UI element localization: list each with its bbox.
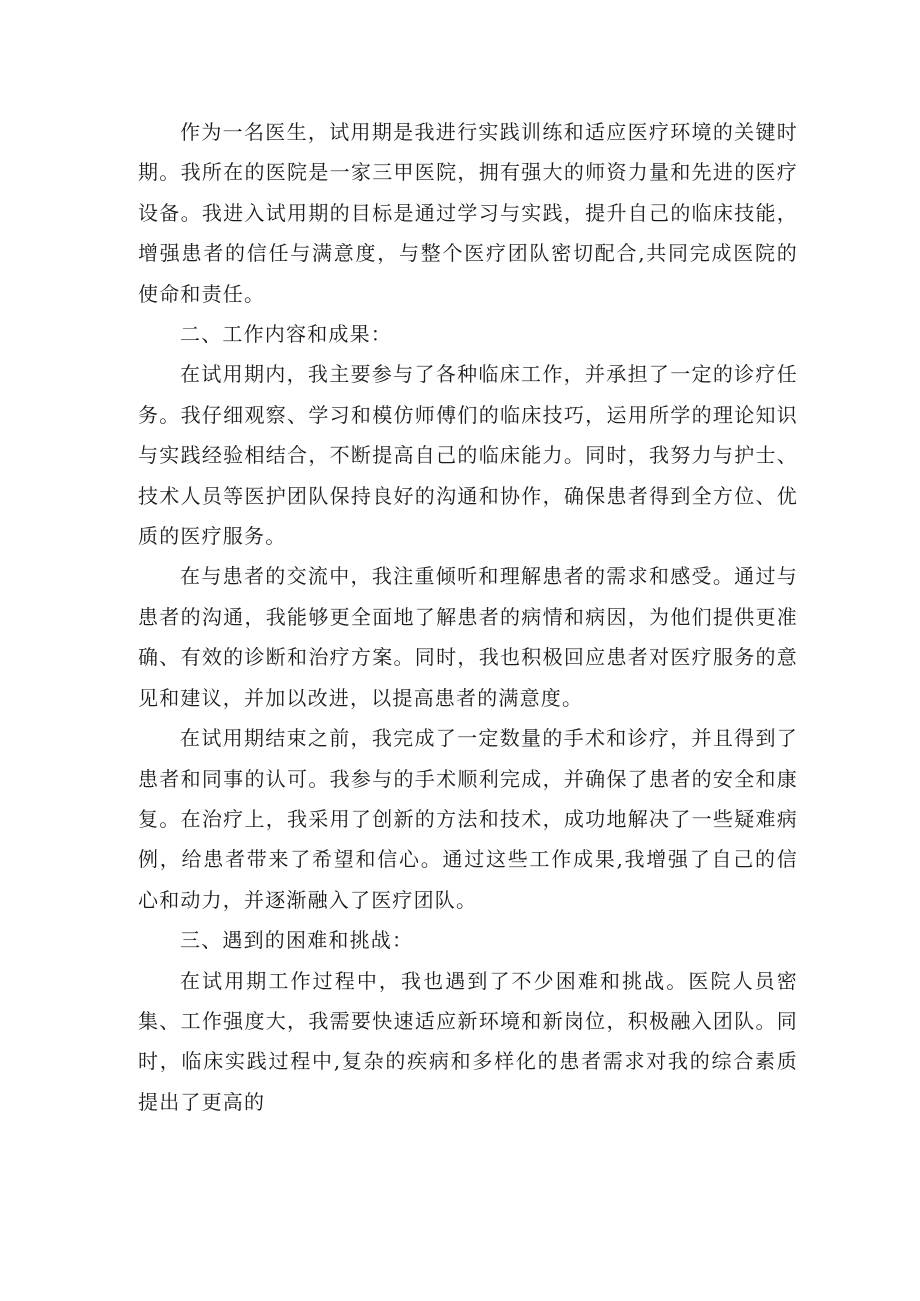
section-heading-work-content: 二、工作内容和成果：: [180, 322, 392, 347]
paragraph-difficulties: 在试用期工作过程中，我也遇到了不少困难和挑战。医院人员密集、工作强度大，我需要快速适应新环境和新岗位，积极融入团队。同时，临床实践过程中,复杂的疾病和多样化的患者需求对我的综合素质提出了更高的: [138, 968, 798, 1114]
section-heading-difficulties: 三、遇到的困难和挑战：: [180, 928, 414, 953]
paragraph-achievements: 在试用期结束之前，我完成了一定数量的手术和诊疗，并且得到了患者和同事的认可。我参与的手术顺利完成，并确保了患者的安全和康复。在治疗上，我采用了创新的方法和技术，成功地解决了一些疑难病例，给患者带来了希望和信心。通过这些工作成果,我增强了自己的信心和动力，并逐渐融入了医疗团队。: [138, 726, 798, 912]
paragraph-clinical-work: 在试用期内，我主要参与了各种临床工作，并承担了一定的诊疗任务。我仔细观察、学习和模仿师傅们的临床技巧，运用所学的理论知识与实践经验相结合，不断提高自己的临床能力。同时，我努力与护士、技术人员等医护团队保持良好的沟通和协作，确保患者得到全方位、优质的医疗服务。: [138, 362, 798, 549]
document-body: [138, 112, 798, 1122]
paragraph-patient-communication: 在与患者的交流中，我注重倾听和理解患者的需求和感受。通过与患者的沟通，我能够更全面地了解患者的病情和病因，为他们提供更准确、有效的诊断和治疗方案。同时，我也积极回应患者对医疗服务的意见和建议，并加以改进，以提高患者的满意度。: [138, 564, 798, 710]
paragraph-intro: 作为一名医生，试用期是我进行实践训练和适应医疗环境的关键时期。我所在的医院是一家三甲医院，拥有强大的师资力量和先进的医疗设备。我进入试用期的目标是通过学习与实践，提升自己的临床技能，增强患者的信任与满意度，与整个医疗团队密切配合,共同完成医院的使命和责任。: [138, 120, 798, 306]
